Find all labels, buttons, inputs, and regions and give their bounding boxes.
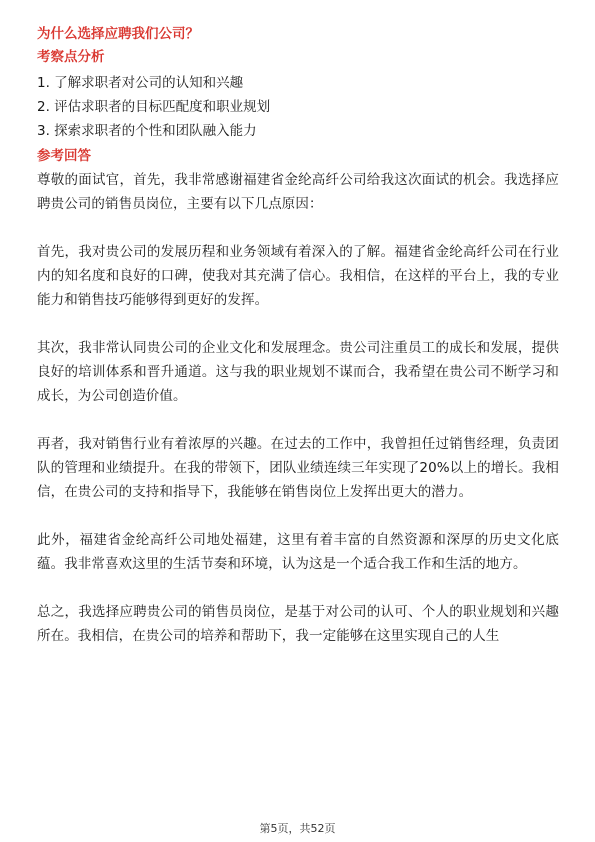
analysis-heading: 考察点分析 [37,49,105,65]
analysis-item: 2. 评估求职者的目标匹配度和职业规划 [37,99,271,115]
page-number-footer: 第5页，共52页 [259,822,336,835]
answer-paragraph-second: 其次，我非常认同贵公司的企业文化和发展理念。贵公司注重员工的成长和发展，提供良好的培训体系和晋升通道。这与我的职业规划不谋而合，我希望在贵公司不断学习和成长，为公司创造价值。 [37,340,559,404]
page-content [37,24,559,672]
analysis-list [37,71,559,143]
analysis-item: 3. 探索求职者的个性和团队融入能力 [37,123,257,139]
answer-heading: 参考回答 [37,148,91,164]
answer-paragraph-intro: 尊敬的面试官，首先，我非常感谢福建省金纶高纤公司给我这次面试的机会。我选择应聘贵公司的销售员岗位，主要有以下几点原因： [37,172,559,212]
answer-paragraph-conclusion: 总之，我选择应聘贵公司的销售员岗位，是基于对公司的认可、个人的职业规划和兴趣所在。我相信，在贵公司的培养和帮助下，我一定能够在这里实现自己的人生 [37,604,559,644]
analysis-item: 1. 了解求职者对公司的认知和兴趣 [37,75,244,91]
answer-paragraph-fourth: 此外，福建省金纶高纤公司地处福建，这里有着丰富的自然资源和深厚的历史文化底蕴。我非常喜欢这里的生活节奏和环境，认为这是一个适合我工作和生活的地方。 [37,532,559,572]
answer-paragraph-third: 再者，我对销售行业有着浓厚的兴趣。在过去的工作中，我曾担任过销售经理，负责团队的管理和业绩提升。在我的带领下，团队业绩连续三年实现了20%以上的增长。我相信，在贵公司的支持和指导下，我能够在销售岗位上发挥出更大的潜力。 [37,436,559,500]
question-heading: 为什么选择应聘我们公司？ [37,26,199,42]
answer-paragraph-first: 首先，我对贵公司的发展历程和业务领域有着深入的了解。福建省金纶高纤公司在行业内的知名度和良好的口碑，使我对其充满了信心。我相信，在这样的平台上，我的专业能力和销售技巧能够得到更好的发挥。 [37,244,559,308]
